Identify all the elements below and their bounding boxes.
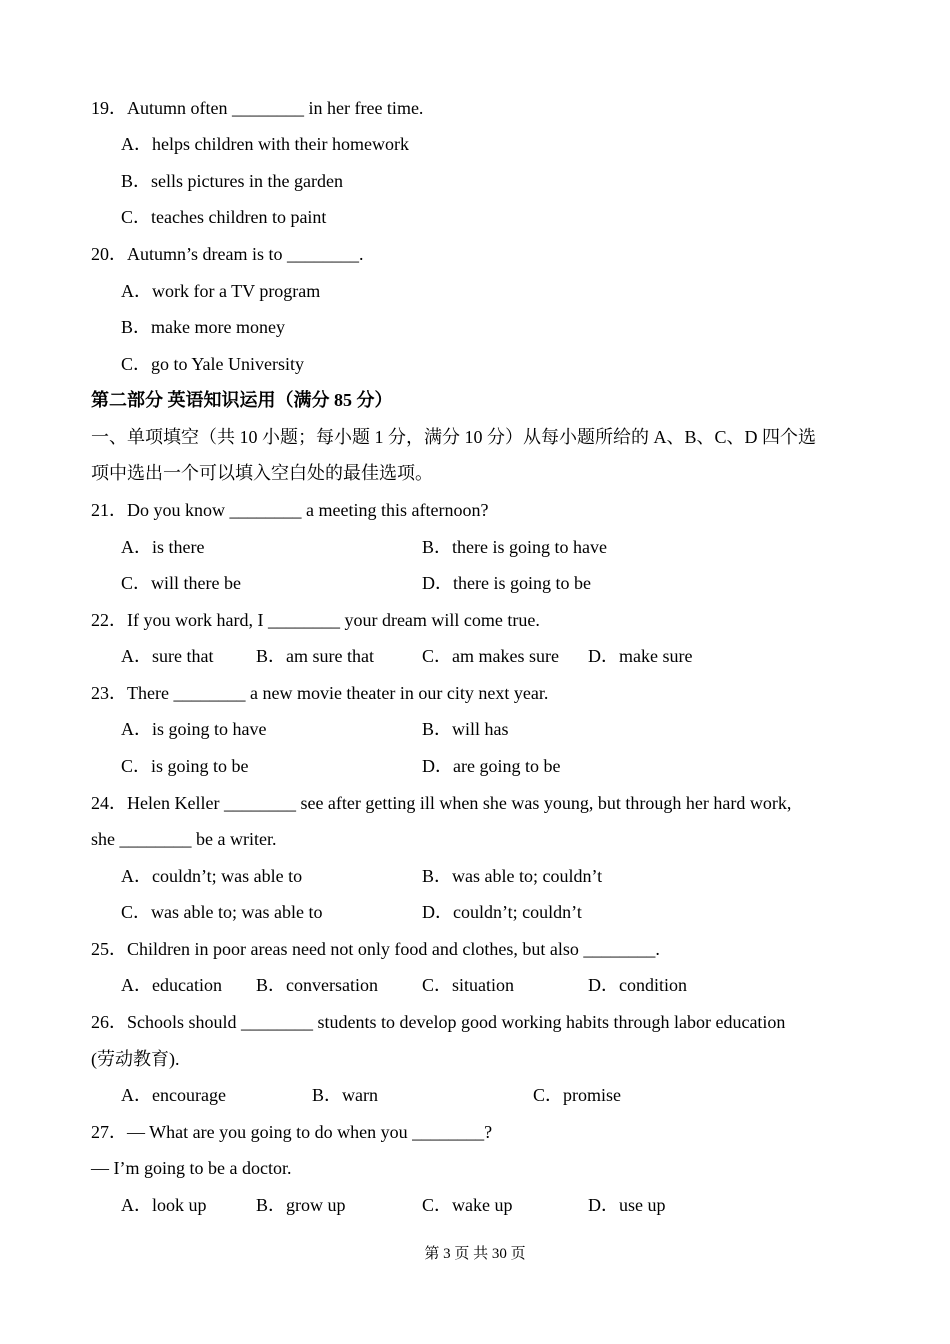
question-27-stem-line-2: — I’m going to be a doctor. xyxy=(91,1158,292,1178)
question-26-option-b: B．warn xyxy=(312,1085,378,1105)
question-21-option-d: D．there is going to be xyxy=(422,573,591,593)
question-25-stem: 25．Children in poor areas need not only food and clothes, but also ________. xyxy=(91,939,660,959)
question-19-option-c: C．teaches children to paint xyxy=(121,207,327,227)
question-26-option-c: C．promise xyxy=(533,1085,621,1105)
question-27-option-b: B．grow up xyxy=(256,1195,346,1215)
question-25-option-d: D．condition xyxy=(588,975,687,995)
question-19-option-a: A．helps children with their homework xyxy=(121,134,409,154)
question-24-option-a: A．couldn’t; was able to xyxy=(121,866,303,886)
question-23-option-a: A．is going to have xyxy=(121,719,267,739)
question-19-option-b: B．sells pictures in the garden xyxy=(121,171,343,191)
question-24-option-d: D．couldn’t; couldn’t xyxy=(422,902,582,922)
question-26-stem-line-1: 26．Schools should ________ students to develop good working habits through labor education xyxy=(91,1012,786,1032)
question-20-option-a: A．work for a TV program xyxy=(121,281,321,301)
question-23-stem: 23．There ________ a new movie theater in our city next year. xyxy=(91,683,549,703)
question-25-option-b: B．conversation xyxy=(256,975,378,995)
section-2-instructions-line-2: 项中选出一个可以填入空白处的最佳选项。 xyxy=(91,463,433,483)
section-2-instructions-line-1: 一、单项填空（共 10 小题；每小题 1 分，满分 10 分）从每小题所给的 A、B、C、D 四个选 xyxy=(91,427,817,447)
question-23-option-d: D．are going to be xyxy=(422,756,561,776)
question-25-option-a: A．education xyxy=(121,975,222,995)
question-25-option-c: C．situation xyxy=(422,975,515,995)
question-27-stem-line-1: 27．— What are you going to do when you ________? xyxy=(91,1122,493,1142)
question-23-option-c: C．is going to be xyxy=(121,756,249,776)
question-23-option-b: B．will has xyxy=(422,719,509,739)
question-27-option-c: C．wake up xyxy=(422,1195,513,1215)
question-26-stem-line-2: (劳动教育). xyxy=(91,1049,180,1069)
question-21-option-c: C．will there be xyxy=(121,573,241,593)
question-20-stem: 20．Autumn’s dream is to ________. xyxy=(91,244,364,264)
page-footer: 第 3 页 共 30 页 xyxy=(424,1246,526,1262)
question-21-option-b: B．there is going to have xyxy=(422,537,607,557)
question-26-option-a: A．encourage xyxy=(121,1085,226,1105)
question-24-option-c: C．was able to; was able to xyxy=(121,902,323,922)
question-27-option-d: D．use up xyxy=(588,1195,666,1215)
question-22-option-a: A．sure that xyxy=(121,646,214,666)
question-24-stem-line-2: she ________ be a writer. xyxy=(91,829,277,849)
question-24-option-b: B．was able to; couldn’t xyxy=(422,866,603,886)
question-22-option-d: D．make sure xyxy=(588,646,693,666)
question-22-stem: 22．If you work hard, I ________ your dream will come true. xyxy=(91,610,540,630)
section-2-title: 第二部分 英语知识运用（满分 85 分） xyxy=(91,390,393,410)
question-20-option-c: C．go to Yale University xyxy=(121,354,305,374)
question-22-option-c: C．am makes sure xyxy=(422,646,559,666)
question-21-stem: 21．Do you know ________ a meeting this afternoon? xyxy=(91,500,489,520)
question-24-stem-line-1: 24．Helen Keller ________ see after getting ill when she was young, but through her hard work, xyxy=(91,793,792,813)
question-20-option-b: B．make more money xyxy=(121,317,285,337)
question-21-option-a: A．is there xyxy=(121,537,205,557)
question-27-option-a: A．look up xyxy=(121,1195,207,1215)
question-22-option-b: B．am sure that xyxy=(256,646,374,666)
question-19-stem: 19．Autumn often ________ in her free time. xyxy=(91,98,424,118)
